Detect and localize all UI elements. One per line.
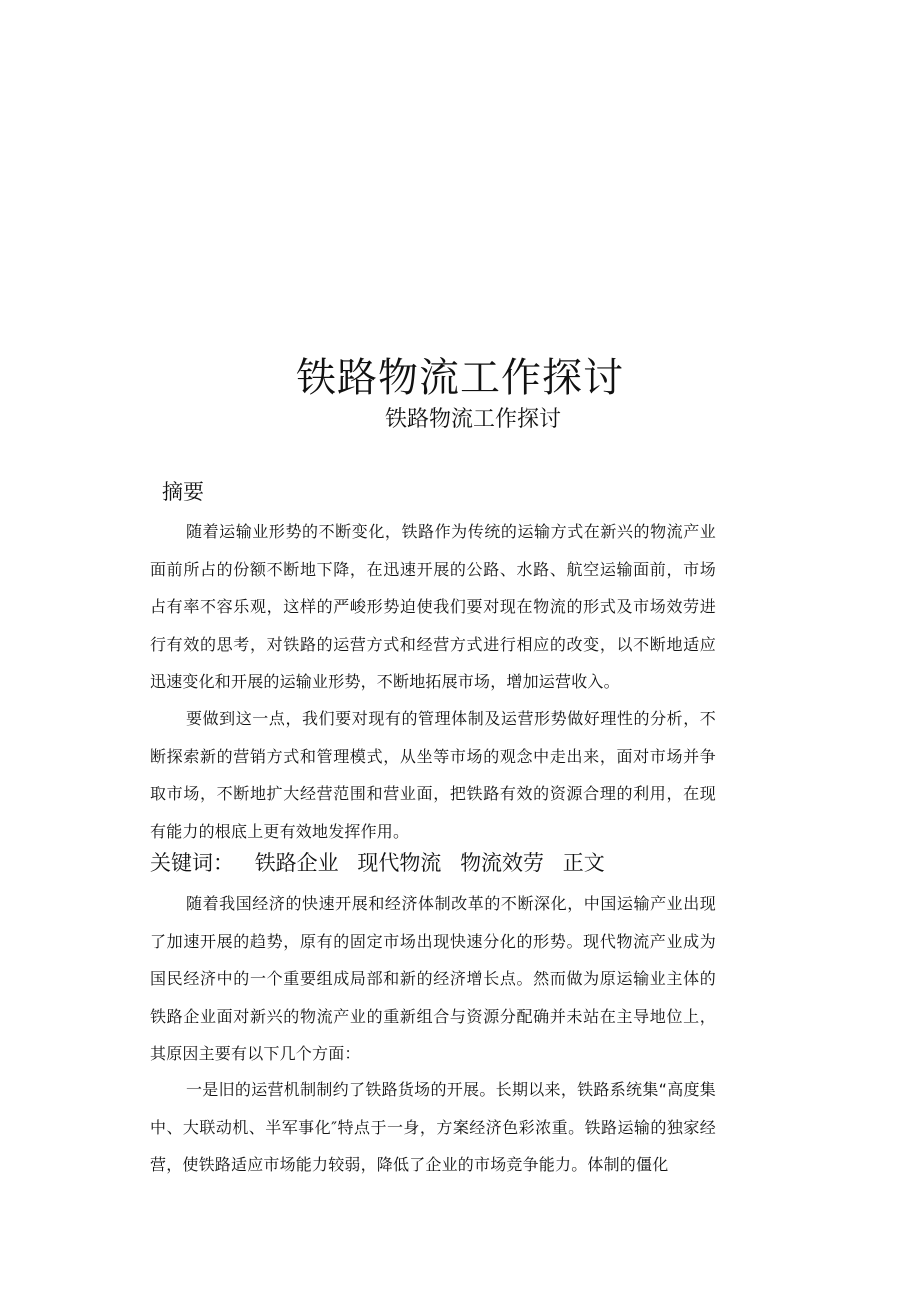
abstract-paragraph-1: 随着运输业形势的不断变化，铁路作为传统的运输方式在新兴的物流产业面前所占的份额不断地下降，在迅速开展的公路、水路、航空运输面前，市场占有率不容乐观，这样的严峻形势迫使我们要对现在物流的形式及市场效劳进行有效的思考，对铁路的运营方式和经营方式进行相应的改变，以不断地适应迅速变化和开展的运输业形势，不断地拓展市场，增加运营收入。 — [150, 522, 716, 691]
document-title: 铁路物流工作探讨 — [296, 355, 624, 401]
body-paragraph-1: 随着我国经济的快速开展和经济体制改革的不断深化，中国运输产业出现了加速开展的趋势，原有的固定市场出现快速分化的形势。现代物流产业成为国民经济中的一个重要组成局部和新的经济增长点。然而做为原运输业主体的铁路企业面对新兴的物流产业的重新组合与资源分配确并未站在主导地位上，其原因主要有以下几个方面： — [150, 894, 716, 1063]
abstract-paragraph-2: 要做到这一点，我们要对现有的管理体制及运营形势做好理性的分析，不断探索新的营销方式和管理模式，从坐等市场的观念中走出来，面对市场并争取市场，不断地扩大经营范围和营业面，把铁路有效的资源合理的利用，在现有能力的根底上更有效地发挥作用。 — [150, 709, 716, 841]
keyword-item: 物流效劳 — [460, 851, 545, 875]
document-subtitle: 铁路物流工作探讨 — [384, 407, 561, 432]
keywords-line — [150, 845, 617, 881]
body-paragraph-2: 一是旧的运营机制制约了铁路货场的开展。长期以来，铁路系统集“高度集中、大联动机、半军事化″特点于一身，方案经济色彩浓重。铁路运输的独家经营，使铁路适应市场能力较弱，降低了企业的市场竞争能力。体制的僵化 — [150, 1080, 716, 1174]
keyword-item: 铁路企业 — [254, 851, 339, 875]
keyword-item: 正文 — [562, 851, 605, 875]
keywords-label: 关键词： — [150, 851, 234, 875]
keyword-item: 现代物流 — [357, 851, 442, 875]
abstract-heading: 摘要 — [162, 480, 204, 504]
